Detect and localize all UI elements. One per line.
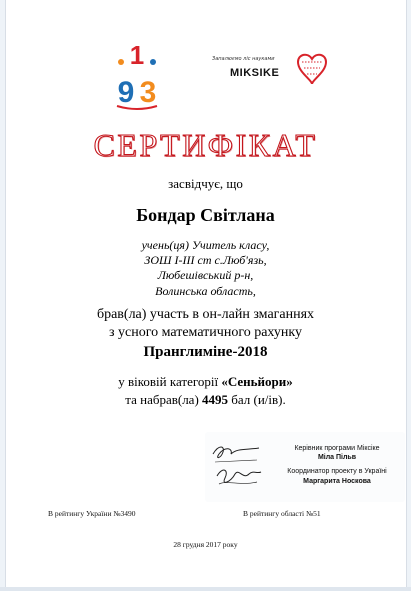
score-suffix: бал (и/ів). (231, 392, 286, 407)
rank-ukraine: В рейтингу України №3490 (48, 509, 136, 518)
role-line-2: ЗОШ І-ІІІ ст с.Люб'язь, (144, 253, 267, 267)
body-line-2: з усного математичного рахунку (108, 325, 302, 340)
signatory-name-2: Маргарита Носкова (303, 478, 371, 485)
category-value: «Сеньйори» (221, 374, 293, 389)
certificate-title: СЕРТИФІКАТ (93, 127, 318, 163)
miksike-tagline: Запалюємо ліс науками (212, 56, 275, 62)
event-name: Пранглиміне-2018 (143, 344, 268, 360)
category-prefix: у віковій категорії (118, 374, 219, 389)
score-line (0, 392, 411, 408)
category-line (0, 374, 411, 390)
role-line-3: Любешівський р-н, (157, 268, 254, 282)
score-prefix: та набрав(ла) (125, 392, 199, 407)
rank-oblast: В рейтингу області №51 (243, 509, 321, 518)
signatory-role-1: Керівник програми Міксіке (294, 445, 380, 452)
recipient-name: Бондар Світлана (136, 205, 275, 225)
miksike-name: MIKSIKE (230, 67, 280, 79)
body-line-1: брав(ла) участь в он-лайн змаганнях (96, 307, 315, 322)
score-value: 4495 (202, 392, 229, 407)
viewer-bottom-edge (0, 587, 411, 591)
role-line-4: Волинська область, (155, 284, 256, 298)
issue-date: 28 грудня 2017 року (173, 540, 238, 549)
certifies-text: засвідчує, що (168, 176, 243, 191)
logo-number-top: 1 (129, 40, 145, 70)
svg-text:9: 9 (117, 76, 135, 109)
signatory-name-1: Міла Пільв (317, 454, 357, 461)
svg-text:3: 3 (139, 76, 157, 109)
logo-1-93 (112, 40, 162, 112)
role-line-1: учень(ця) Учитель класу, (141, 238, 270, 252)
signatory-role-2: Координатор проекту в Україні (287, 468, 387, 475)
handwritten-signatures (207, 440, 267, 492)
